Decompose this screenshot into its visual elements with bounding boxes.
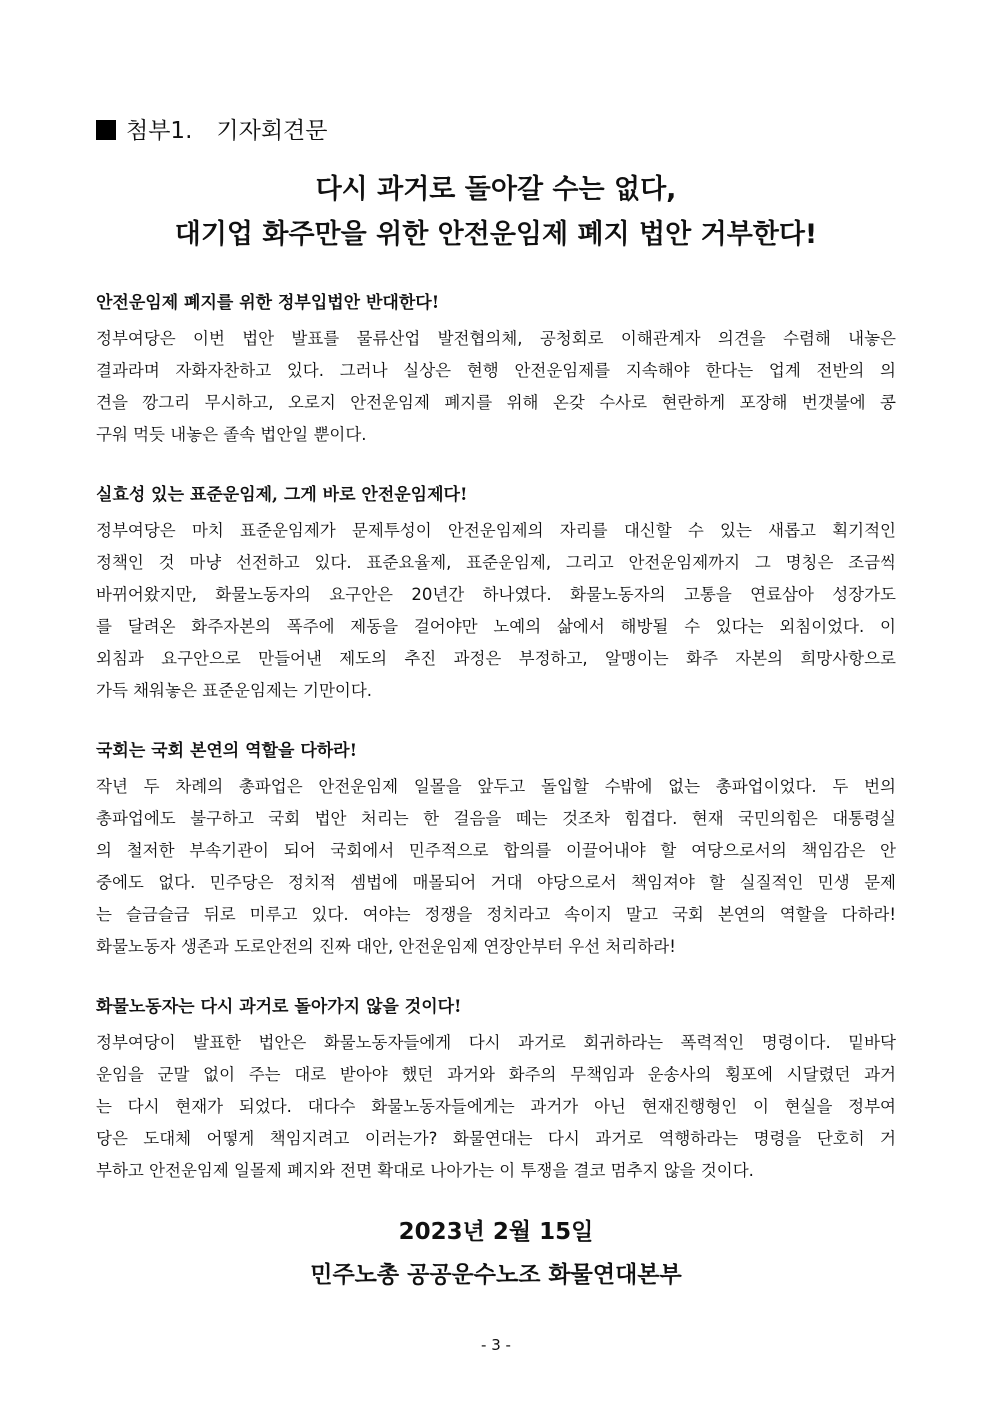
section-1: [96, 292, 896, 451]
body-line: 총파업에도 불구하고 국회 법안 처리는 한 걸음을 떼는 것조차 힘겹다. 현재 국민의힘은 대통령실: [96, 809, 896, 828]
body-line: 화물노동자 생존과 도로안전의 진짜 대안, 안전운임제 연장안부터 우선 처리하라!: [96, 937, 676, 956]
body-line: 운임을 군말 없이 주는 대로 받아야 했던 과거와 화주의 무책임과 운송사의 횡포에 시달렸던 과거: [96, 1065, 896, 1084]
body-line: 는 다시 현재가 되었다. 대다수 화물노동자들에게는 과거가 아닌 현재진행형인 이 현실을 정부여: [96, 1097, 896, 1116]
section-title: 실효성 있는 표준운임제, 그게 바로 안전운임제다!: [96, 485, 468, 505]
body-line: 정부여당은 이번 법안 발표를 물류산업 발전협의체, 공청회로 이해관계자 의견을 수렴해 내놓은: [96, 329, 896, 348]
body-line: 정책인 것 마냥 선전하고 있다. 표준요율제, 표준운임제, 그리고 안전운임제까지 그 명칭은 조금씩: [96, 553, 896, 572]
body-line: 를 달려온 화주자본의 폭주에 제동을 걸어야만 노예의 삶에서 해방될 수 있다는 외침이었다. 이: [96, 617, 896, 636]
section-title: 국회는 국회 본연의 역할을 다하라!: [96, 741, 358, 761]
body-line: 정부여당은 마치 표준운임제가 문제투성이 안전운임제의 자리를 대신할 수 있는 새롭고 획기적인: [96, 521, 896, 540]
section-4: [96, 996, 896, 1187]
body-line: 결과라며 자화자찬하고 있다. 그러나 실상은 현행 안전운임제를 지속해야 한다는 업계 전반의 의: [96, 361, 896, 380]
section-title: 화물노동자는 다시 과거로 돌아가지 않을 것이다!: [96, 997, 462, 1017]
body-line: 부하고 안전운임제 일몰제 폐지와 전면 확대로 나아가는 이 투쟁을 결코 멈추지 않을 것이다.: [96, 1161, 754, 1180]
body-line: 가득 채워놓은 표준운임제는 기만이다.: [96, 681, 373, 700]
issuing-organization: 민주노총 공공운수노조 화물연대본부: [310, 1262, 682, 1288]
body-line: 는 슬금슬금 뒤로 미루고 있다. 여야는 정쟁을 정치라고 속이지 말고 국회 본연의 역할을 다하라!: [96, 905, 896, 924]
attachment-heading: [96, 113, 327, 149]
body-line: 중에도 없다. 민주당은 정치적 셈법에 매몰되어 거대 야당으로서 책임져야 할 실질적인 민생 문제: [96, 873, 896, 892]
section-title: 안전운임제 폐지를 위한 정부입법안 반대한다!: [96, 293, 440, 313]
body-line: 바뀌어왔지만, 화물노동자의 요구안은 20년간 하나였다. 화물노동자의 고통을 연료삼아 성장가도: [96, 585, 896, 604]
section-2: [96, 484, 896, 707]
body-line: 구워 먹듯 내놓은 졸속 법안일 뿐이다.: [96, 425, 367, 444]
section-3: [96, 740, 896, 963]
body-line: 견을 깡그리 무시하고, 오로지 안전운임제 폐지를 위해 온갖 수사로 현란하게 포장해 번갯불에 콩: [96, 393, 896, 412]
headline-line-1: 다시 과거로 돌아갈 수는 없다,: [315, 174, 677, 205]
page-number: - 3 -: [481, 1336, 511, 1354]
body-line: 정부여당이 발표한 법안은 화물노동자들에게 다시 과거로 회귀하라는 폭력적인 명령이다. 밑바닥: [96, 1033, 896, 1052]
headline-line-2: 대기업 화주만을 위한 안전운임제 폐지 법안 거부한다!: [174, 219, 818, 250]
body-line: 의 철저한 부속기관이 되어 국회에서 민주적으로 합의를 이끌어내야 할 여당으로서의 책임감은 안: [96, 841, 896, 860]
statement-date: 2023년 2월 15일: [398, 1219, 594, 1245]
body-line: 외침과 요구안으로 만들어낸 제도의 추진 과정은 부정하고, 알맹이는 화주 자본의 희망사항으로: [96, 649, 896, 668]
attachment-label: 첨부1.: [126, 118, 193, 144]
attachment-title: 기자회견문: [216, 118, 328, 144]
body-line: 당은 도대체 어떻게 책임지려고 이러는가? 화물연대는 다시 과거로 역행하라는 명령을 단호히 거: [96, 1129, 896, 1148]
body-line: 작년 두 차례의 총파업은 안전운임제 일몰을 앞두고 돌입할 수밖에 없는 총파업이었다. 두 번의: [96, 777, 896, 796]
square-bullet-icon: [96, 120, 116, 140]
